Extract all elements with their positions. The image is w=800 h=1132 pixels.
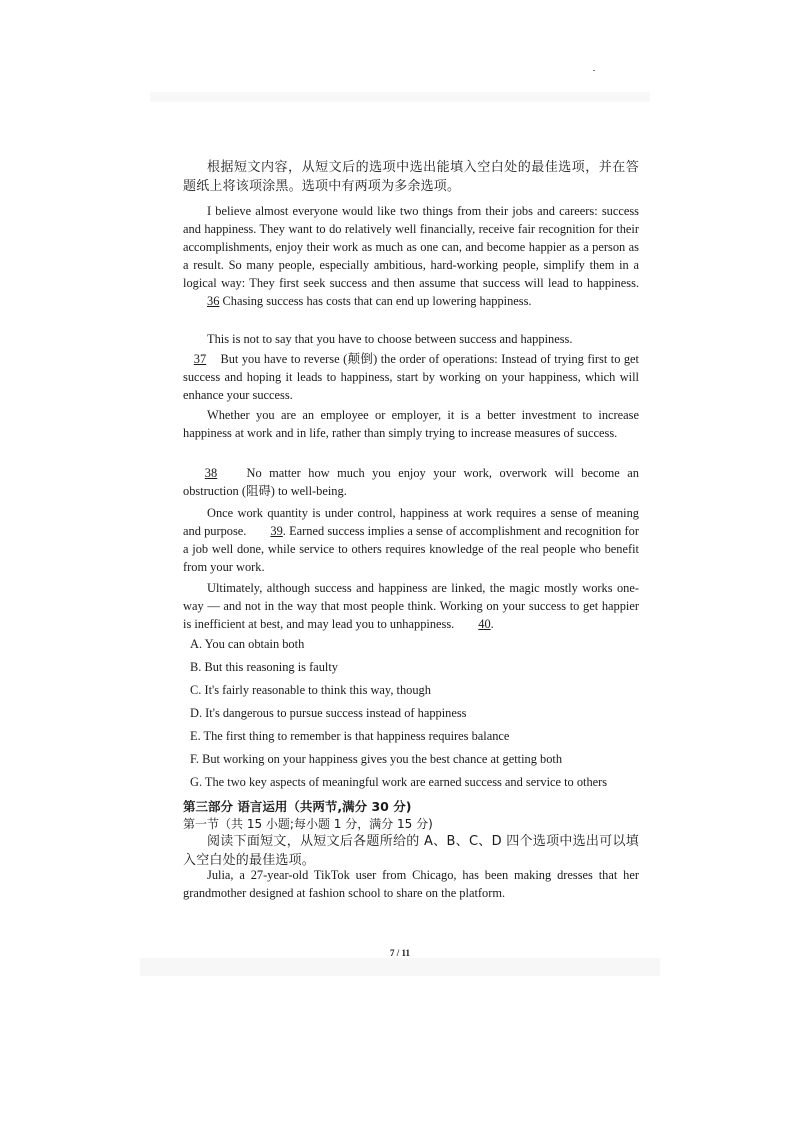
option-g: G. The two key aspects of meaningful work are earned success and service to others — [190, 775, 608, 789]
passage-paragraph-5 — [183, 464, 639, 500]
option-a: A. You can obtain both — [190, 637, 305, 651]
blank-38: 38 — [204, 466, 218, 480]
blank-40: 40 — [478, 617, 491, 631]
scan-shade — [140, 958, 660, 976]
next-passage-start: Julia, a 27-year-old TikTok user from Chicago, has been making dresses that her grandmother designed at fashion school to share on the platform. — [183, 868, 639, 900]
blank-39: 39 — [270, 524, 283, 538]
option-d: D. It's dangerous to pursue success instead of happiness — [190, 706, 467, 720]
page-number: 7 / 11 — [389, 948, 410, 958]
paragraph-text: . — [490, 617, 494, 631]
paragraph-text: No matter how much you enjoy your work, overwork will become an obstruction (阻碍) to well-being. — [183, 466, 639, 498]
blank-37: 37 — [193, 352, 207, 366]
paragraph-text: Once work quantity is under control, happiness at work requires a sense of meaning and purpose. — [183, 506, 639, 538]
paragraph-text: . Earned success implies a sense of accomplishment and recognition for a job well done, while service to others requires knowledge of the real people who benefit from your work. — [183, 524, 639, 574]
part-three-title: 第三部分 语言运用（共两节,满分 30 分) — [183, 799, 412, 814]
paragraph-text: Ultimately, although success and happiness are linked, the magic mostly works one-way — and not in the way that most people think. Working on your success to get happier is inefficient at best, and may lead you to unhappiness. — [183, 581, 639, 631]
paragraph-text: I believe almost everyone would like two things from their jobs and careers: success and happiness. They want to do relatively well financially, receive fair recognition for their accomplishments, enjoy their work as much as one can, and become happier as a person as a result. So many people, especially ambitious, hard-working people, simplify them in a logical way: They first seek success and then assume that success will lead to happiness. — [183, 204, 639, 290]
paragraph-text: Chasing success has costs that can end up lowering happiness. — [222, 294, 532, 308]
option-f: F. But working on your happiness gives you the best chance at getting both — [190, 752, 563, 766]
option-e: E. The first thing to remember is that happiness requires balance — [190, 729, 510, 743]
passage-paragraph-1 — [183, 202, 639, 310]
passage-paragraph-6 — [183, 504, 639, 576]
passage-paragraph-7 — [183, 579, 639, 633]
paragraph-text: But you have to reverse (颠倒) the order of operations: Instead of trying first to get success and hoping it leads to happiness, start by working on your happiness, which will enhance your success. — [183, 352, 639, 402]
option-c: C. It's fairly reasonable to think this way, though — [190, 683, 431, 697]
blank-36: 36 — [207, 294, 220, 308]
section-one-title: 第一节（共 15 小题;每小题 1 分，满分 15 分) — [183, 817, 433, 831]
passage-paragraph-2: This is not to say that you have to choose between success and happiness. — [207, 332, 573, 346]
section-one-instructions: 阅读下面短文，从短文后各题所给的 A、B、C、D 四个选项中选出可以填入空白处的最佳选项。 — [183, 834, 639, 868]
option-b: B. But this reasoning is faulty — [190, 660, 338, 674]
passage-paragraph-4: Whether you are an employee or employer, it is a better investment to increase happiness at work and in life, rather than simply trying to increase measures of success. — [183, 408, 639, 440]
section-instructions: 根据短文内容，从短文后的选项中选出能填入空白处的最佳选项，并在答题纸上将该项涂黑。选项中有两项为多余选项。 — [183, 160, 639, 194]
scan-speck — [593, 70, 595, 71]
scan-shade — [150, 92, 650, 102]
passage-paragraph-3 — [183, 350, 639, 404]
